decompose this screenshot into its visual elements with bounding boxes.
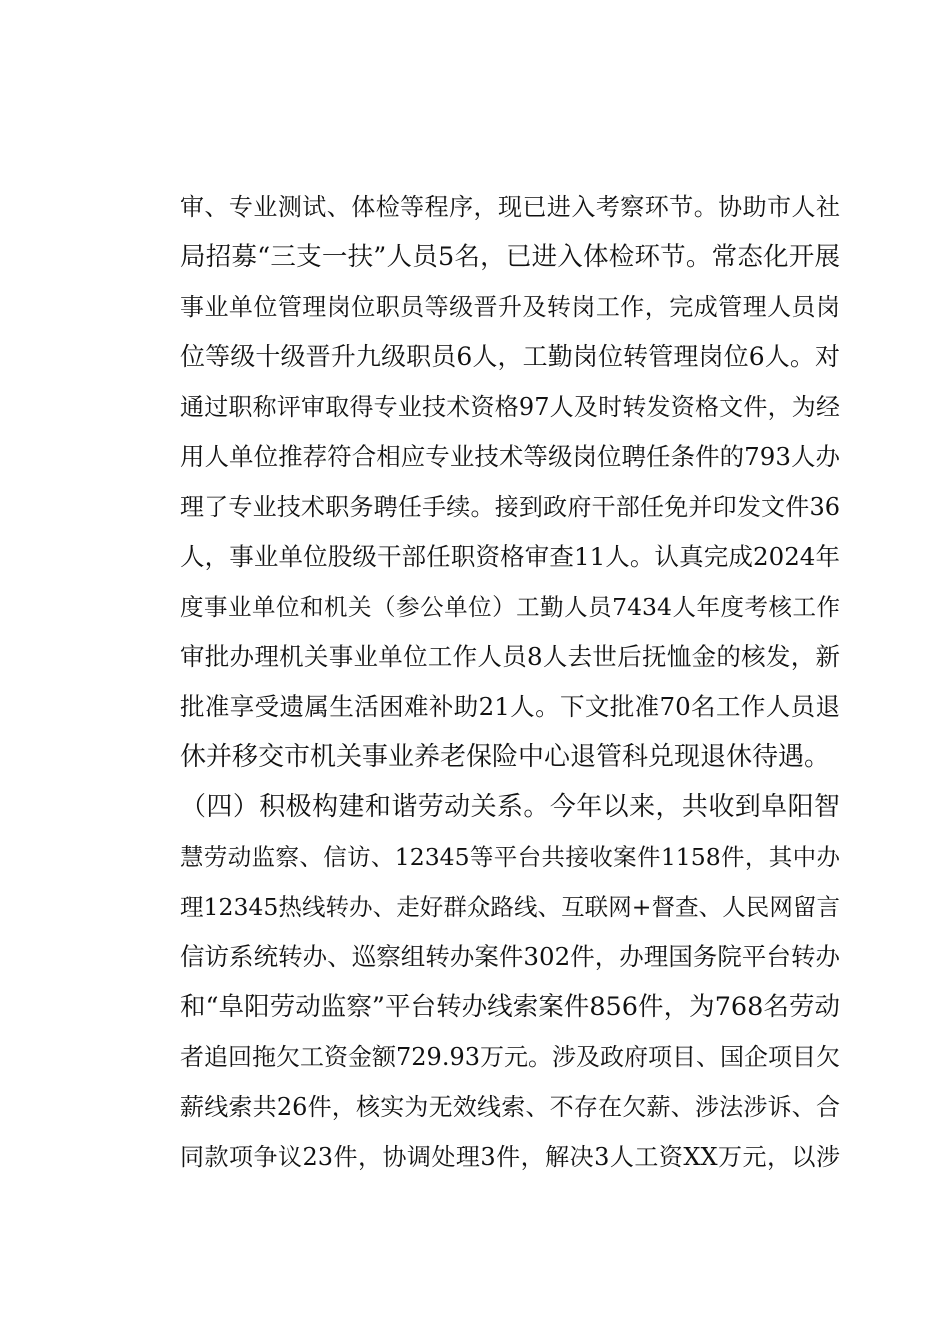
text-line: 批准享受遗属生活困难补助21人。下文批准70名工作人员退	[180, 692, 840, 721]
text-line: 用人单位推荐符合相应专业技术等级岗位聘任条件的793人办	[180, 442, 840, 471]
text-line: 理了专业技术职务聘任手续。接到政府干部任免并印发文件36	[180, 493, 840, 521]
text-line: 度事业单位和机关（参公单位）工勤人员7434人年度考核工作	[180, 593, 840, 621]
text-line: 事业单位管理岗位职员等级晋升及转岗工作，完成管理人员岗	[180, 293, 840, 321]
text-line: 薪线索共26件，核实为无效线索、不存在欠薪、涉法涉诉、合	[180, 1093, 840, 1121]
text-line: 审批办理机关事业单位工作人员8人去世后抚恤金的核发，新	[180, 642, 840, 671]
text-line: 慧劳动监察、信访、12345等平台共接收案件1158件，其中办	[180, 843, 840, 871]
document-body	[180, 182, 840, 1182]
text-line: 位等级十级晋升九级职员6人，工勤岗位转管理岗位6人。对	[180, 342, 840, 371]
text-line: 信访系统转办、巡察组转办案件302件，办理国务院平台转办	[180, 942, 840, 971]
text-line: 理12345热线转办、走好群众路线、互联网+督查、人民网留言	[180, 893, 840, 921]
text-line: 审、专业测试、体检等程序，现已进入考察环节。协助市人社	[180, 193, 840, 221]
text-line: 同款项争议23件，协调处理3件，解决3人工资XX万元，以涉	[180, 1143, 840, 1171]
text-line: 休并移交市机关事业养老保险中心退管科兑现退休待遇。	[180, 742, 831, 772]
section-heading-line: （四）积极构建和谐劳动关系。今年以来，共收到阜阳智	[180, 792, 840, 822]
paragraph-1	[180, 182, 840, 782]
text-line: 通过职称评审取得专业技术资格97人及时转发资格文件，为经	[180, 393, 840, 421]
paragraph-2	[180, 782, 840, 1182]
text-line: 和“阜阳劳动监察”平台转办线索案件856件，为768名劳动	[180, 992, 840, 1022]
text-line: 局招募“三支一扶”人员5名，已进入体检环节。常态化开展	[180, 242, 840, 272]
text-line: 者追回拖欠工资金额729.93万元。涉及政府项目、国企项目欠	[180, 1043, 840, 1071]
text-line: 人，事业单位股级干部任职资格审查11人。认真完成2024年	[180, 542, 840, 571]
